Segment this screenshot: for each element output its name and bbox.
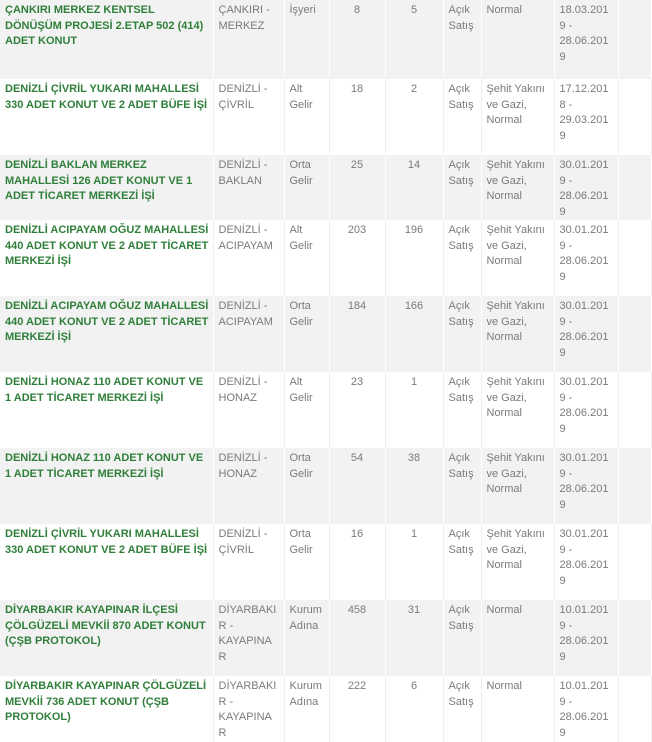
housing-type: Kurum Adına <box>284 676 329 742</box>
buyer-category: Şehit Yakını ve Gazi, Normal <box>481 448 554 524</box>
project-name[interactable]: DİYARBAKIR KAYAPINAR ÇÖLGÜZELİ MEVKİİ 736 ADET KONUT (ÇŞB PROTOKOL) <box>0 676 213 742</box>
sale-dates: 30.01.2019 - 28.06.2019 <box>554 524 618 600</box>
table-row[interactable] <box>0 79 651 155</box>
project-name[interactable]: DENİZLİ ÇİVRİL YUKARI MAHALLESİ 330 ADET KONUT VE 2 ADET BÜFE İŞİ <box>0 79 213 155</box>
project-name[interactable]: DENİZLİ HONAZ 110 ADET KONUT VE 1 ADET TİCARET MERKEZİ İŞİ <box>0 448 213 524</box>
table-row[interactable] <box>0 296 651 372</box>
housing-type: Alt Gelir <box>284 372 329 448</box>
sale-method: Açık Satış <box>443 524 481 600</box>
location: DENİZLİ - ACIPAYAM <box>213 220 284 296</box>
housing-type: Alt Gelir <box>284 220 329 296</box>
total-count: 184 <box>329 296 385 372</box>
housing-type: Orta Gelir <box>284 296 329 372</box>
table-row[interactable] <box>0 448 651 524</box>
remaining-count: 14 <box>385 155 443 220</box>
location: DENİZLİ - ÇİVRİL <box>213 79 284 155</box>
housing-type: İşyeri <box>284 0 329 79</box>
location: DENİZLİ - ÇİVRİL <box>213 524 284 600</box>
sale-method: Açık Satış <box>443 448 481 524</box>
remaining-count: 196 <box>385 220 443 296</box>
buyer-category: Şehit Yakını ve Gazi, Normal <box>481 155 554 220</box>
project-name[interactable]: DENİZLİ HONAZ 110 ADET KONUT VE 1 ADET TİCARET MERKEZİ İŞİ <box>0 372 213 448</box>
location: DENİZLİ - BAKLAN <box>213 155 284 220</box>
remaining-count: 6 <box>385 676 443 742</box>
buyer-category: Şehit Yakını ve Gazi, Normal <box>481 220 554 296</box>
remaining-count: 5 <box>385 0 443 79</box>
row-spacer <box>618 372 651 448</box>
sale-method: Açık Satış <box>443 676 481 742</box>
total-count: 458 <box>329 600 385 676</box>
sale-dates: 30.01.2019 - 28.06.2019 <box>554 372 618 448</box>
total-count: 18 <box>329 79 385 155</box>
buyer-category: Şehit Yakını ve Gazi, Normal <box>481 79 554 155</box>
location: DENİZLİ - HONAZ <box>213 372 284 448</box>
sale-dates: 18.03.2019 - 28.06.2019 <box>554 0 618 79</box>
row-spacer <box>618 0 651 79</box>
table-row[interactable] <box>0 220 651 296</box>
table-row[interactable] <box>0 524 651 600</box>
housing-type: Alt Gelir <box>284 79 329 155</box>
sale-method: Açık Satış <box>443 155 481 220</box>
remaining-count: 38 <box>385 448 443 524</box>
row-spacer <box>618 448 651 524</box>
buyer-category: Şehit Yakını ve Gazi, Normal <box>481 372 554 448</box>
sale-dates: 17.12.2018 - 29.03.2019 <box>554 79 618 155</box>
location: ÇANKIRI - MERKEZ <box>213 0 284 79</box>
total-count: 222 <box>329 676 385 742</box>
buyer-category: Normal <box>481 600 554 676</box>
row-spacer <box>618 296 651 372</box>
total-count: 203 <box>329 220 385 296</box>
sale-method: Açık Satış <box>443 79 481 155</box>
row-spacer <box>618 676 651 742</box>
buyer-category: Normal <box>481 676 554 742</box>
table-row[interactable] <box>0 372 651 448</box>
project-name[interactable]: DENİZLİ ÇİVRİL YUKARI MAHALLESİ 330 ADET KONUT VE 2 ADET BÜFE İŞİ <box>0 524 213 600</box>
buyer-category: Şehit Yakını ve Gazi, Normal <box>481 524 554 600</box>
row-spacer <box>618 79 651 155</box>
row-spacer <box>618 600 651 676</box>
location: DENİZLİ - HONAZ <box>213 448 284 524</box>
table-row[interactable] <box>0 0 651 79</box>
table-row[interactable] <box>0 600 651 676</box>
sale-dates: 30.01.2019 - 28.06.2019 <box>554 448 618 524</box>
sale-method: Açık Satış <box>443 600 481 676</box>
housing-type: Kurum Adına <box>284 600 329 676</box>
remaining-count: 166 <box>385 296 443 372</box>
sale-dates: 30.01.2019 - 28.06.2019 <box>554 220 618 296</box>
project-name[interactable]: DENİZLİ BAKLAN MERKEZ MAHALLESİ 126 ADET KONUT VE 1 ADET TİCARET MERKEZİ İŞİ <box>0 155 213 220</box>
sale-method: Açık Satış <box>443 296 481 372</box>
total-count: 23 <box>329 372 385 448</box>
location: DENİZLİ - ACIPAYAM <box>213 296 284 372</box>
housing-type: Orta Gelir <box>284 155 329 220</box>
project-name[interactable]: DENİZLİ ACIPAYAM OĞUZ MAHALLESİ 440 ADET KONUT VE 2 ADET TİCARET MERKEZİ İŞİ <box>0 296 213 372</box>
sale-dates: 30.01.2019 - 28.06.2019 <box>554 296 618 372</box>
total-count: 16 <box>329 524 385 600</box>
remaining-count: 1 <box>385 372 443 448</box>
remaining-count: 2 <box>385 79 443 155</box>
sale-method: Açık Satış <box>443 220 481 296</box>
location: DİYARBAKIR - KAYAPINAR <box>213 676 284 742</box>
table-row[interactable] <box>0 155 651 220</box>
buyer-category: Şehit Yakını ve Gazi, Normal <box>481 296 554 372</box>
housing-type: Orta Gelir <box>284 524 329 600</box>
sale-dates: 10.01.2019 - 28.06.2019 <box>554 676 618 742</box>
project-name[interactable]: ÇANKIRI MERKEZ KENTSEL DÖNÜŞÜM PROJESİ 2.ETAP 502 (414) ADET KONUT <box>0 0 213 79</box>
buyer-category: Normal <box>481 0 554 79</box>
sale-dates: 10.01.2019 - 28.06.2019 <box>554 600 618 676</box>
project-name[interactable]: DENİZLİ ACIPAYAM OĞUZ MAHALLESİ 440 ADET KONUT VE 2 ADET TİCARET MERKEZİ İŞİ <box>0 220 213 296</box>
location: DİYARBAKIR - KAYAPINAR <box>213 600 284 676</box>
sale-method: Açık Satış <box>443 372 481 448</box>
housing-type: Orta Gelir <box>284 448 329 524</box>
project-name[interactable]: DİYARBAKIR KAYAPINAR İLÇESİ ÇÖLGÜZELİ MEVKİİ 870 ADET KONUT (ÇŞB PROTOKOL) <box>0 600 213 676</box>
table-row[interactable] <box>0 676 651 742</box>
row-spacer <box>618 155 651 220</box>
sale-method: Açık Satış <box>443 0 481 79</box>
remaining-count: 31 <box>385 600 443 676</box>
sale-dates: 30.01.2019 - 28.06.2019 <box>554 155 618 220</box>
remaining-count: 1 <box>385 524 443 600</box>
total-count: 25 <box>329 155 385 220</box>
row-spacer <box>618 524 651 600</box>
total-count: 8 <box>329 0 385 79</box>
row-spacer <box>618 220 651 296</box>
total-count: 54 <box>329 448 385 524</box>
